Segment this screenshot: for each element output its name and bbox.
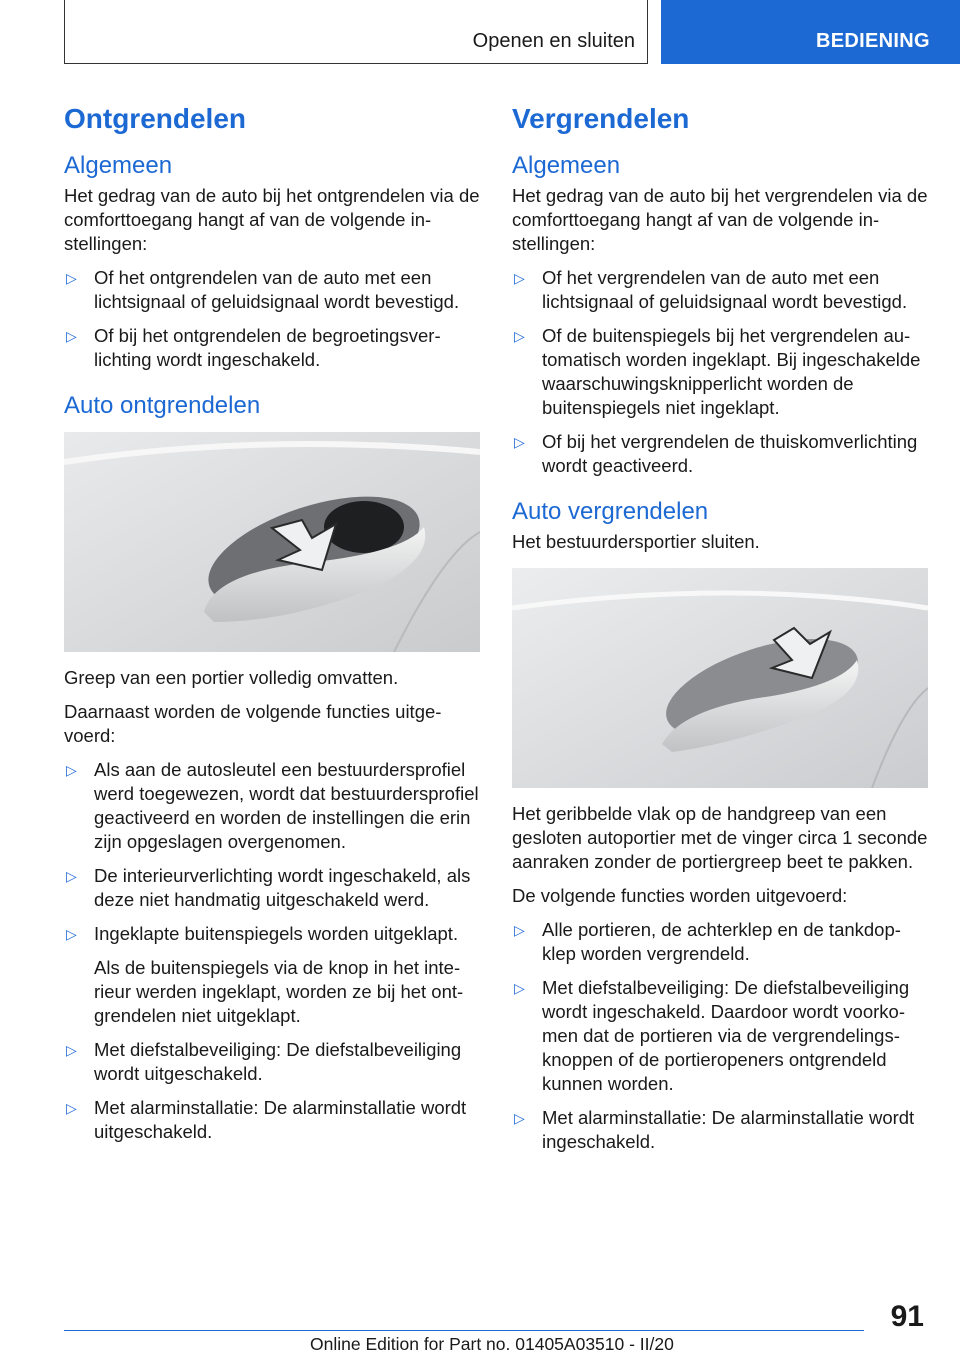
- list-item: ▷ Of bij het vergrendelen de thuiskomverlichting wordt geactiveerd.: [514, 431, 918, 476]
- list-item: ▷ De interieurverlichting wordt ingeschakeld, als deze niet handmatig uitgeschakeld werd.: [66, 865, 471, 910]
- triangle-bullet-icon: ▷: [66, 1100, 77, 1116]
- lock-general-list: [512, 266, 928, 478]
- lock-general-heading: Algemeen: [512, 152, 621, 179]
- triangle-bullet-icon: ▷: [66, 868, 77, 884]
- list-item: ▷ Alle portieren, de achterklep en de tankdopklep worden vergrendeld.: [514, 919, 901, 964]
- unlock-general-list: [64, 266, 480, 372]
- door-handle-touch-image: [512, 568, 928, 788]
- header-chapter-tab: [661, 0, 960, 64]
- triangle-bullet-icon: ▷: [514, 980, 525, 996]
- footer-divider: [64, 1330, 864, 1331]
- triangle-bullet-icon: ▷: [66, 926, 77, 942]
- lock-functions-intro: De volgende functies worden uitgevoerd:: [512, 885, 848, 906]
- unlock-title: Ontgrendelen: [64, 103, 247, 134]
- unlock-step: Greep van een portier volledig omvatten.: [64, 667, 399, 688]
- triangle-bullet-icon: ▷: [514, 270, 525, 286]
- mirror-note: Als de buitenspiegels via de knop in het interieur werden ingeklapt, worden ze bij het ontgrendelen niet uitgeklapt.: [94, 957, 464, 1026]
- header-section-title: Openen en sluiten: [472, 30, 635, 52]
- unlock-general-heading: Algemeen: [64, 152, 173, 179]
- list-item: ▷ Als aan de autosleutel een bestuurdersprofiel werd toegewezen, wordt dat bestuurdersprofiel geactiveerd en worden de instellingen die erin zijn opgeslagen overgenomen.: [66, 759, 479, 852]
- header-section-box: [64, 0, 648, 64]
- list-item: ▷ Met diefstalbeveiliging: De diefstalbeveiliging wordt uitgeschakeld.: [66, 1039, 462, 1084]
- header-chapter-title: BEDIENING: [816, 30, 930, 52]
- triangle-bullet-icon: ▷: [514, 922, 525, 938]
- lock-car-heading: Auto vergrendelen: [512, 498, 709, 525]
- triangle-bullet-icon: ▷: [514, 1110, 525, 1126]
- list-item: ▷ Of bij het ontgrendelen de begroetingsverlichting wordt ingeschakeld.: [66, 325, 441, 370]
- list-item: ▷ Of de buitenspiegels bij het vergrendelen automatisch worden ingeklapt. Bij ingeschakelde waarschuwingsknipperlicht worden de buitenspiegels niet ingeklapt.: [514, 325, 921, 418]
- lock-functions-list: [512, 918, 928, 1154]
- lock-step-touch: Het geribbelde vlak op de handgreep van een gesloten autoportier met de vinger circa 1 seconde aanraken zonder de portiergreep beet te pakken.: [512, 803, 928, 872]
- lock-general-intro: Het gedrag van de auto bij het vergrendelen via de comforttoegang hangt af van de volgende instellingen:: [512, 185, 928, 254]
- unlock-functions-list: [64, 758, 480, 1144]
- lock-step: Het bestuurdersportier sluiten.: [512, 531, 760, 552]
- lock-title: Vergrendelen: [512, 103, 690, 134]
- triangle-bullet-icon: ▷: [514, 328, 525, 344]
- list-item: ▷ Of het vergrendelen van de auto met een lichtsignaal of geluidsignaal wordt bevestigd.: [514, 267, 908, 312]
- list-item: ▷ Met alarminstallatie: De alarminstallatie wordt uitgeschakeld.: [66, 1097, 467, 1142]
- triangle-bullet-icon: ▷: [66, 1042, 77, 1058]
- list-item: ▷ Met alarminstallatie: De alarminstallatie wordt ingeschakeld.: [514, 1107, 915, 1152]
- unlock-car-heading: Auto ontgrendelen: [64, 392, 261, 419]
- unlock-functions-intro: Daarnaast worden de volgende functies uitgevoerd:: [64, 701, 442, 746]
- list-item: ▷ Ingeklapte buitenspiegels worden uitgeklapt. Als de buitenspiegels via de knop in het interieur werden ingeklapt, worden ze bij het ontgrendelen niet uitgeklapt.: [64, 922, 480, 1028]
- edition-label: Online Edition for Part no. 01405A03510 - II/20: [310, 1334, 674, 1354]
- triangle-bullet-icon: ▷: [66, 762, 77, 778]
- triangle-bullet-icon: ▷: [66, 328, 77, 344]
- door-handle-grip-image: [64, 432, 480, 652]
- right-column: [512, 100, 928, 1164]
- unlock-general-intro: Het gedrag van de auto bij het ontgrendelen via de comforttoegang hangt af van de volgende instellingen:: [64, 185, 480, 254]
- left-column: [64, 100, 480, 1154]
- page-number: 91: [890, 1300, 924, 1333]
- triangle-bullet-icon: ▷: [514, 434, 525, 450]
- list-item: ▷ Met diefstalbeveiliging: De diefstalbeveiliging wordt ingeschakeld. Daardoor wordt voorkomen dat de portieren via de vergrendelingsknoppen of de portieropeners ontgrendeld kunnen worden.: [514, 977, 910, 1094]
- list-item: ▷ Of het ontgrendelen van de auto met een lichtsignaal of geluidsignaal wordt bevestigd.: [66, 267, 460, 312]
- triangle-bullet-icon: ▷: [66, 270, 77, 286]
